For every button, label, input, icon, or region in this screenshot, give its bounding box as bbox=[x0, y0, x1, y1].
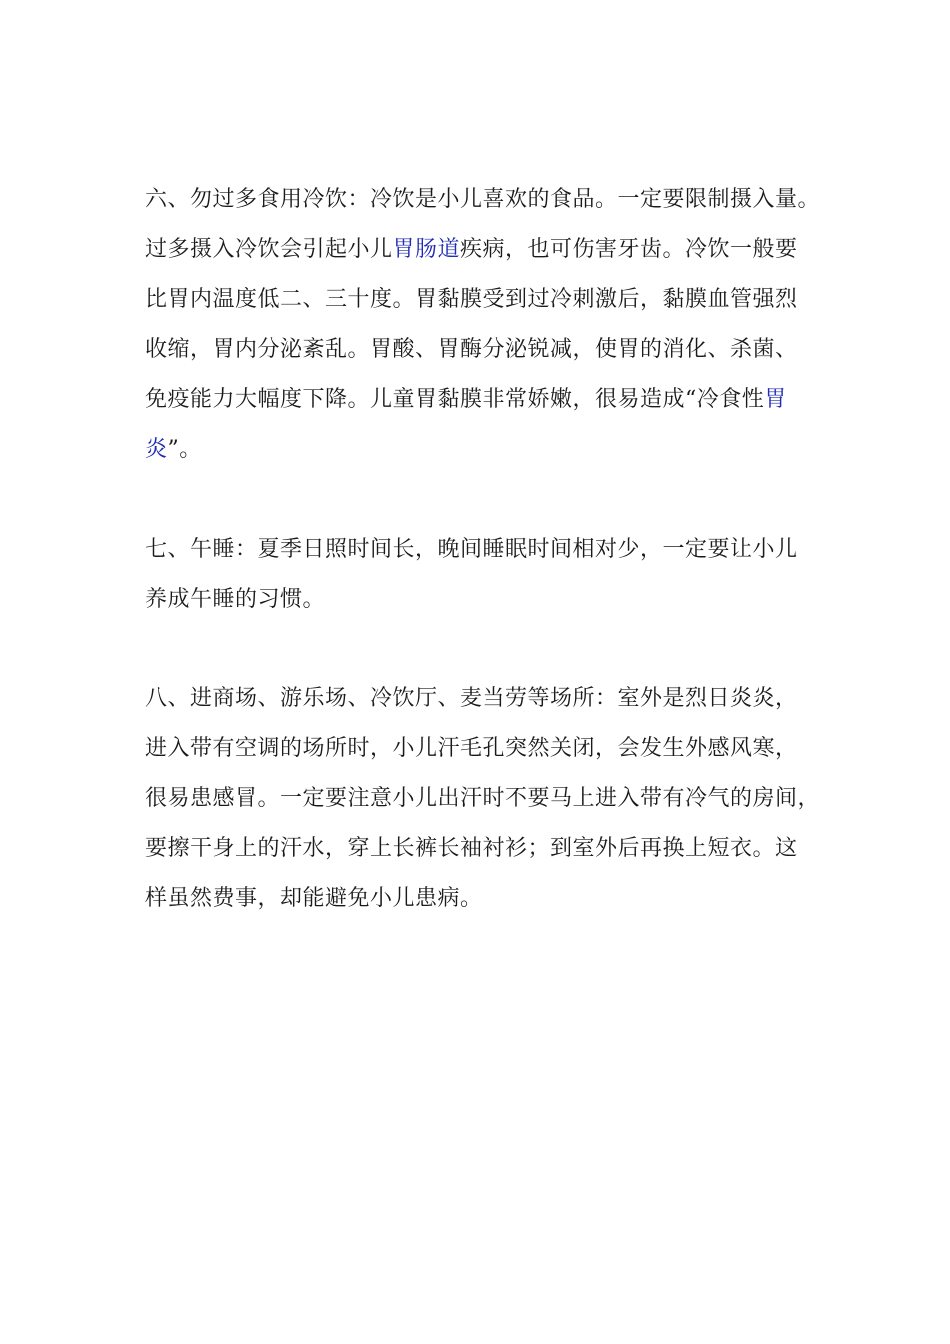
text-run: 过多摄入冷饮会引起小儿 bbox=[145, 237, 393, 262]
inline-link[interactable]: 炎 bbox=[145, 437, 168, 462]
text-line bbox=[145, 325, 835, 375]
text-run: 进入带有空调的场所时，小儿汗毛孔突然关闭，会发生外感风寒， bbox=[145, 736, 798, 761]
inline-link[interactable]: 胃肠道 bbox=[392, 237, 461, 262]
text-run: 免疫能力大幅度下降。儿童胃黏膜非常娇嫩，很易造成“冷食性 bbox=[145, 387, 765, 412]
text-line bbox=[145, 774, 835, 824]
text-line bbox=[145, 824, 835, 874]
text-line bbox=[145, 575, 835, 625]
text-line bbox=[145, 724, 835, 774]
text-run: 疾病，也可伤害牙齿。冷饮一般要 bbox=[460, 237, 798, 262]
text-line bbox=[145, 425, 835, 475]
text-line bbox=[145, 275, 835, 325]
text-run: 六、勿过多食用冷饮：冷饮是小儿喜欢的食品。一定要限制摄入量。 bbox=[145, 187, 821, 212]
text-run: 养成午睡的习惯。 bbox=[145, 587, 326, 612]
text-run: 很易患感冒。一定要注意小儿出汗时不要马上进入带有冷气的房间， bbox=[145, 786, 821, 811]
text-run: ”。 bbox=[167, 437, 202, 462]
text-line bbox=[145, 375, 835, 425]
text-line bbox=[145, 874, 835, 924]
text-line bbox=[145, 674, 835, 724]
paragraph-nap bbox=[145, 525, 835, 625]
text-run: 七、午睡：夏季日照时间长，晚间睡眠时间相对少，一定要让小儿 bbox=[145, 537, 798, 562]
text-line bbox=[145, 225, 835, 275]
text-line bbox=[145, 175, 835, 225]
text-run: 八、进商场、游乐场、冷饮厅、麦当劳等场所：室外是烈日炎炎， bbox=[145, 686, 798, 711]
paragraph-public-places bbox=[145, 674, 835, 924]
text-run: 收缩，胃内分泌紊乱。胃酸、胃酶分泌锐减，使胃的消化、杀菌、 bbox=[145, 337, 798, 362]
text-line bbox=[145, 525, 835, 575]
text-run: 比胃内温度低二、三十度。胃黏膜受到过冷刺激后，黏膜血管强烈 bbox=[145, 287, 798, 312]
text-run: 要擦干身上的汗水，穿上长裤长袖衬衫；到室外后再换上短衣。这 bbox=[145, 836, 798, 861]
inline-link[interactable]: 胃 bbox=[764, 387, 787, 412]
paragraph-cold-drinks bbox=[145, 175, 835, 475]
text-run: 样虽然费事，却能避免小儿患病。 bbox=[145, 886, 483, 911]
